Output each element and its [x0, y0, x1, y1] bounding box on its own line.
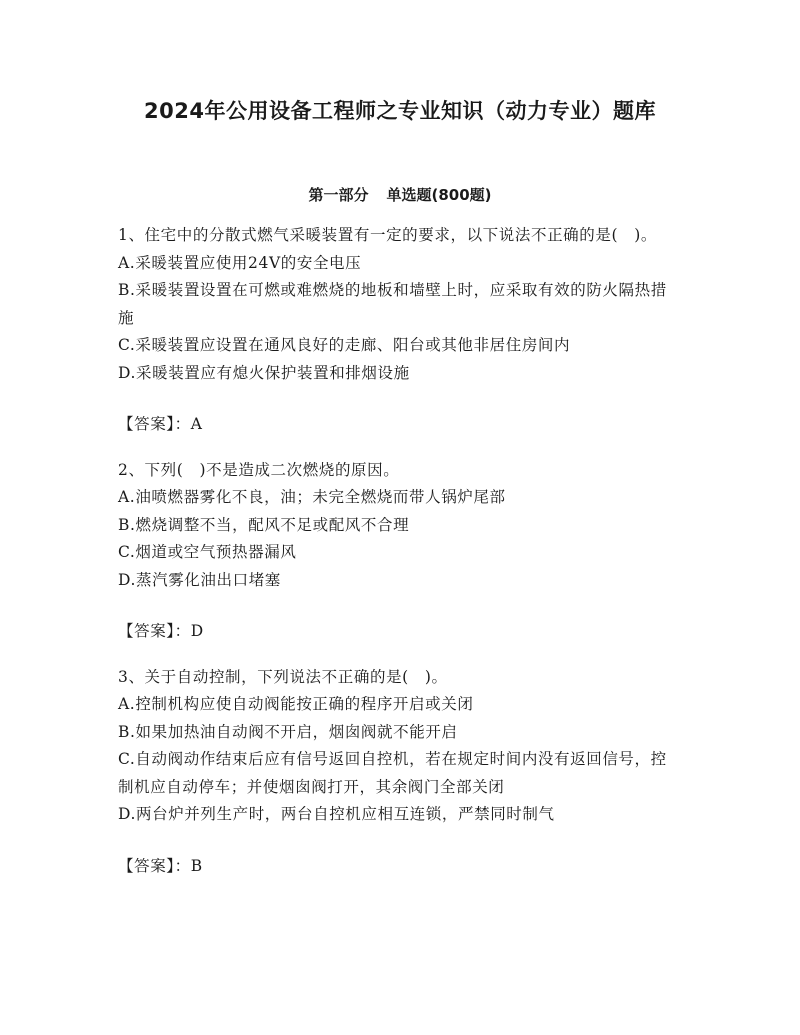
question-item [118, 222, 680, 439]
option-a: A.控制机构应使自动阀能按正确的程序开启或关闭 [118, 695, 474, 713]
answer-line [118, 618, 680, 646]
section-heading [0, 183, 800, 207]
answer-value: A [190, 415, 203, 433]
answer-line [118, 411, 680, 439]
option-c: C.烟道或空气预热器漏风 [118, 543, 297, 561]
option-d: D.采暖装置应有熄火保护装置和排烟设施 [118, 363, 410, 382]
answer-label: 【答案】： [118, 856, 191, 875]
question-stem: 1、住宅中的分散式燃气采暖装置有一定的要求，以下说法不正确的是( )。 [118, 226, 657, 244]
question-list [118, 222, 680, 898]
option-d: D.蒸汽雾化油出口堵塞 [118, 570, 281, 589]
answer-label: 【答案】： [118, 415, 191, 433]
option-a: A.油喷燃器雾化不良，油；未完全燃烧而带人锅炉尾部 [118, 488, 506, 506]
section-part: 第一部分 [308, 186, 369, 204]
answer-value: D [190, 622, 204, 640]
option-b: B.采暖装置设置在可燃或难燃烧的地板和墙壁上时，应采取有效的防火隔热措施 [118, 281, 667, 327]
option-a: A.采暖装置应使用24V的安全电压 [118, 253, 362, 272]
document-title: 2024年公用设备工程师之专业知识（动力专业）题库 [144, 99, 656, 123]
question-item [118, 457, 680, 646]
question-stem: 3、关于自动控制，下列说法不正确的是( )。 [118, 667, 448, 686]
option-c: C.自动阀动作结束后应有信号返回自控机，若在规定时间内没有返回信号，控制机应自动停车；并使烟囱阀打开，其余阀门全部关闭 [118, 750, 667, 796]
question-stem: 2、下列( )不是造成二次燃烧的原因。 [118, 460, 400, 479]
option-c: C.采暖装置应设置在通风良好的走廊、阳台或其他非居住房间内 [118, 336, 571, 354]
question-item [118, 664, 680, 881]
section-name: 单选题(800题) [386, 186, 492, 204]
option-b: B.如果加热油自动阀不开启，烟囱阀就不能开启 [118, 722, 458, 741]
answer-value: B [190, 856, 203, 875]
option-d: D.两台炉并列生产时，两台自控机应相互连锁，严禁同时制气 [118, 805, 555, 823]
answer-line [118, 853, 680, 881]
answer-label: 【答案】： [118, 622, 191, 640]
option-b: B.燃烧调整不当，配风不足或配风不合理 [118, 515, 410, 534]
